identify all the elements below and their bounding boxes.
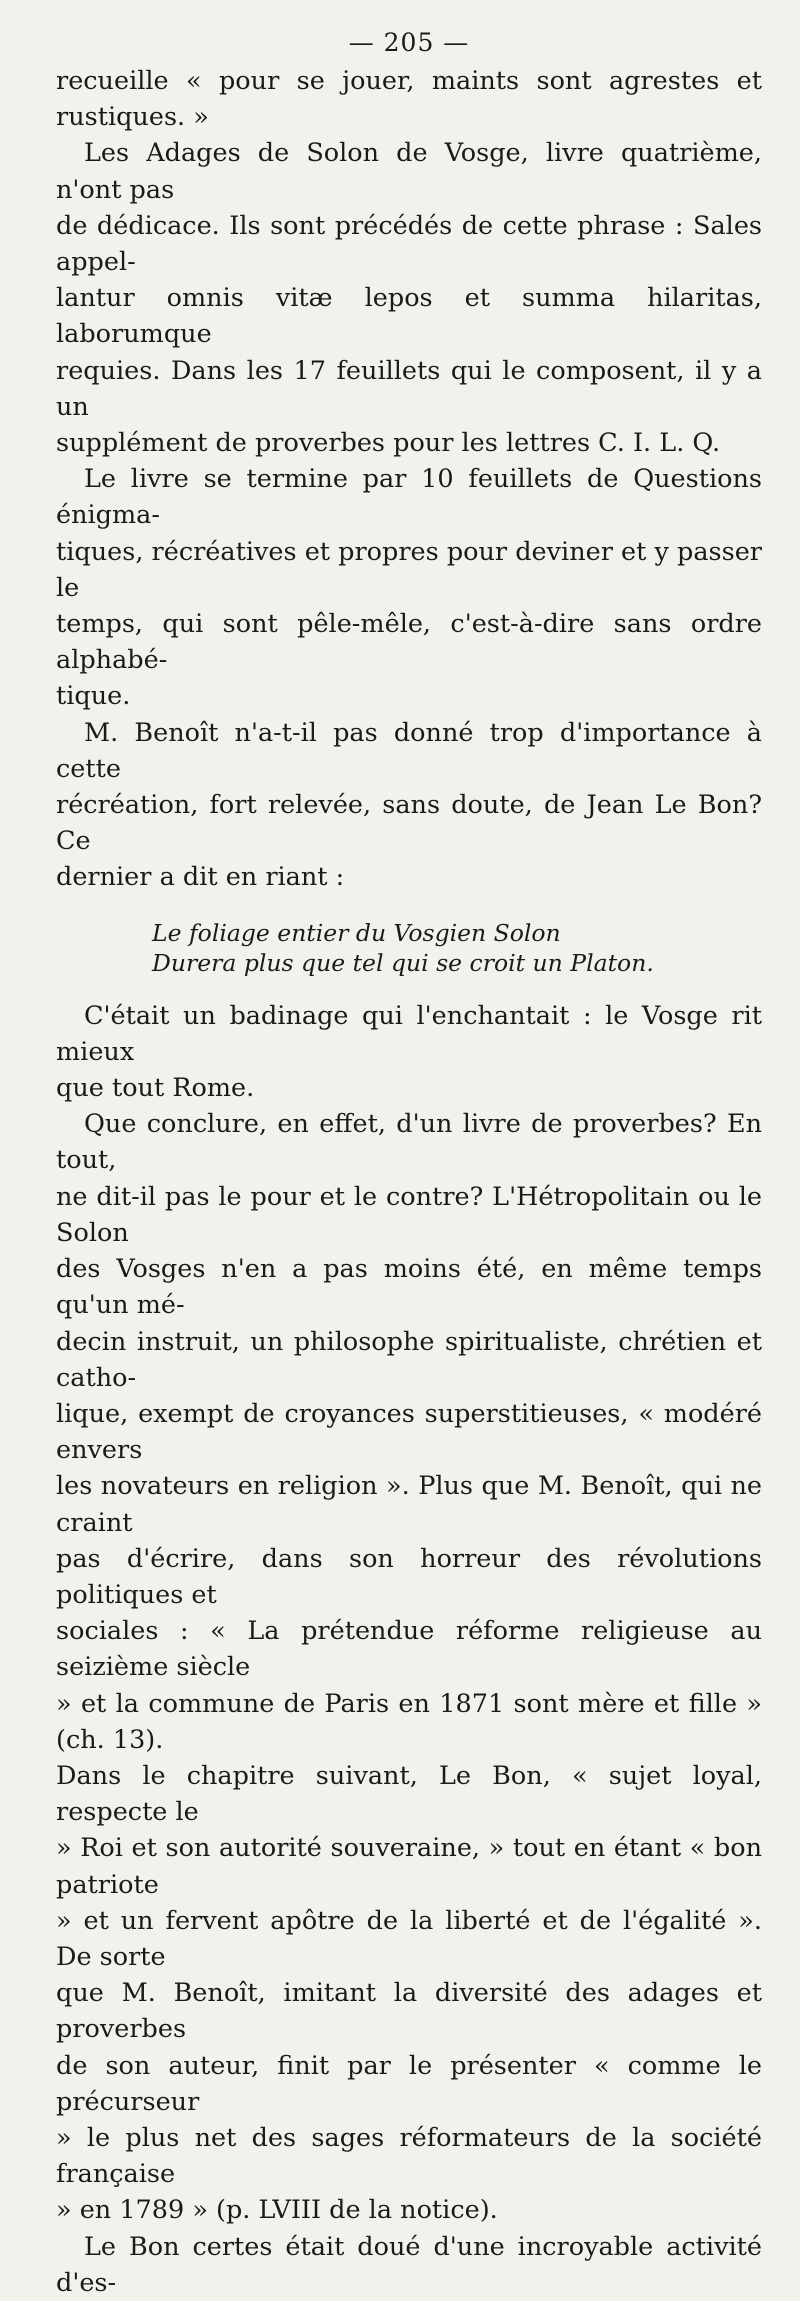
text-line: Les Adages de Solon de Vosge, livre quatrième, n'ont pas [56, 138, 762, 205]
text-line: » le plus net des sages réformateurs de la société française [56, 2122, 762, 2190]
text-line: ne dit-il pas le pour et le contre? L'Hétropolitain ou le Solon [56, 1181, 762, 1248]
text-line: lique, exempt de croyances superstitieuses, « modéré envers [56, 1398, 762, 1466]
text-line: que tout Rome. [56, 1073, 255, 1104]
paragraph [56, 63, 762, 135]
text-line: Le Bon certes était doué d'une incroyable activité d'es- [56, 2231, 762, 2298]
text-line: dernier a dit en riant : [56, 862, 345, 893]
text-line: » et la commune de Paris en 1871 sont mère et fille » (ch. 13). [56, 1688, 762, 1755]
text-line: Le livre se termine par 10 feuillets de Questions énigma- [56, 464, 762, 531]
text-line: M. Benoît n'a-t-il pas donné trop d'importance à cette [56, 717, 762, 784]
verse-line-1: Le foliage entier du Vosgien Solon [152, 918, 561, 947]
paragraph [56, 461, 762, 714]
text-line: tiques, récréatives et propres pour deviner et y passer le [56, 536, 762, 603]
text-block-bottom [56, 998, 762, 2301]
text-line: pas d'écrire, dans son horreur des révolutions politiques et [56, 1543, 762, 1610]
text-line: les novateurs en religion ». Plus que M. Benoît, qui ne craint [56, 1471, 762, 1538]
text-line: lantur omnis vitæ lepos et summa hilaritas, laborumque [56, 283, 762, 350]
paragraph [56, 1106, 762, 2228]
paragraph [56, 715, 762, 896]
text-line: récréation, fort relevée, sans doute, de Jean Le Bon? Ce [56, 790, 762, 857]
text-line: que M. Benoît, imitant la diversité des adages et proverbes [56, 1978, 762, 2045]
text-line: supplément de proverbes pour les lettres C. I. L. Q. [56, 428, 721, 459]
text-line: Dans le chapitre suivant, Le Bon, « sujet loyal, respecte le [56, 1760, 762, 1828]
text-line: decin instruit, un philosophe spiritualiste, chrétien et catho- [56, 1326, 762, 1393]
text-block-top [56, 63, 762, 896]
text-line: sociales : « La prétendue réforme religieuse au seizième siècle [56, 1616, 762, 1683]
text-line: » en 1789 » (p. LVIII de la notice). [56, 2195, 498, 2226]
text-line: de son auteur, finit par le présenter « comme le précurseur [56, 2050, 762, 2117]
verse-quote [152, 918, 762, 978]
paragraph [56, 135, 762, 461]
text-line: tique. [56, 681, 131, 712]
verse-line-2: Durera plus que tel qui se croit un Platon. [152, 948, 654, 977]
text-line: temps, qui sont pêle-mêle, c'est-à-dire sans ordre alphabé- [56, 609, 762, 676]
text-line: C'était un badinage qui l'enchantait : le Vosge rit mieux [56, 1000, 762, 1067]
paragraph [56, 998, 762, 1107]
text-line: » et un fervent apôtre de la liberté et de l'égalité ». De sorte [56, 1905, 762, 1972]
text-line: » Roi et son autorité souveraine, » tout en étant « bon patriote [56, 1833, 762, 1900]
text-line: recueille « pour se jouer, maints sont agrestes et rustiques. » [56, 66, 762, 133]
text-line: Que conclure, en effet, d'un livre de proverbes? En tout, [56, 1109, 762, 1176]
text-line: de dédicace. Ils sont précédés de cette phrase : Sales appel- [56, 210, 762, 278]
text-line: des Vosges n'en a pas moins été, en même temps qu'un mé- [56, 1254, 762, 1321]
paragraph [56, 2229, 762, 2301]
text-line: requies. Dans les 17 feuillets qui le composent, il y a un [56, 355, 762, 422]
page-number: — 205 — [348, 28, 470, 57]
